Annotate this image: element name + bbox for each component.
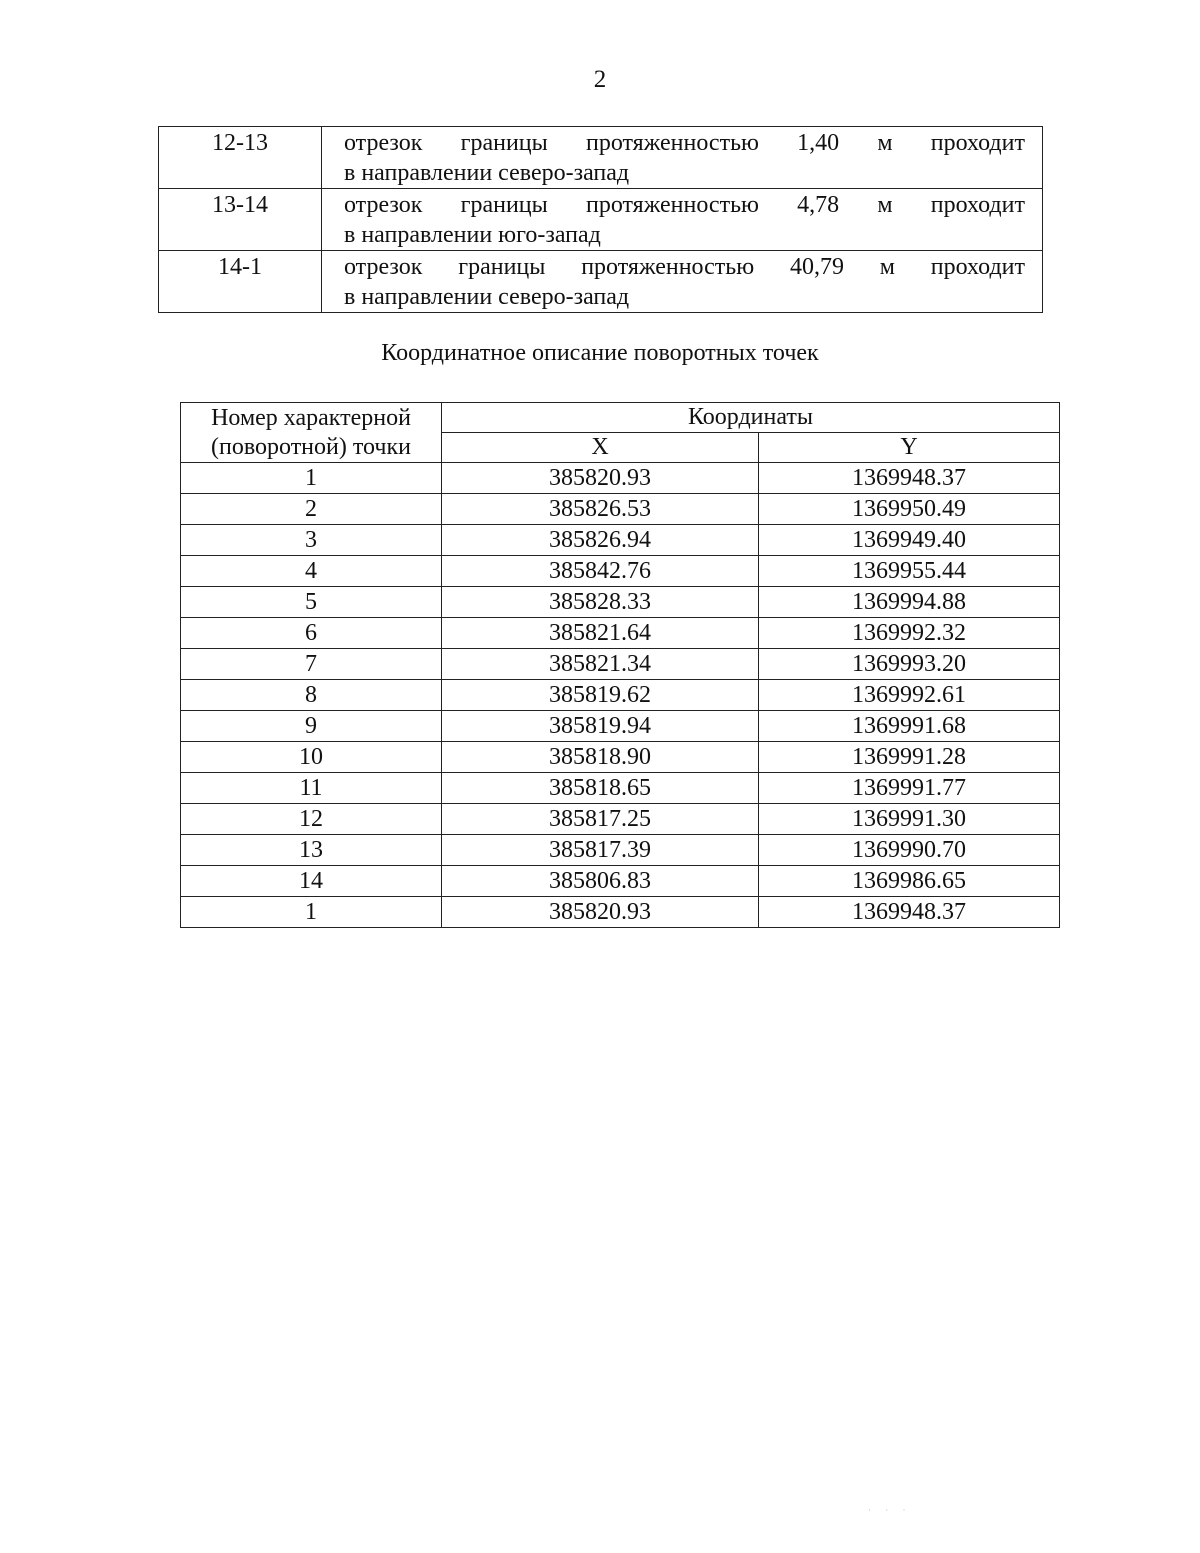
segment-word: границы (458, 254, 546, 280)
coord-cell-point: 2 (181, 494, 442, 525)
coord-cell-point: 13 (181, 835, 442, 866)
coord-cell-x: 385818.90 (442, 742, 759, 773)
coordinates-header: Координаты (442, 403, 1060, 433)
coord-cell-x: 385817.39 (442, 835, 759, 866)
coordinates-table (180, 402, 1060, 928)
coord-cell-point: 14 (181, 866, 442, 897)
segment-row (159, 189, 1043, 251)
coord-cell-x: 385819.94 (442, 711, 759, 742)
segment-word: м (877, 130, 893, 156)
coord-cell-y: 1369991.77 (759, 773, 1060, 804)
coords-row (181, 835, 1060, 866)
coord-cell-x: 385819.62 (442, 680, 759, 711)
segment-description-line2: в направлении юго-запад (344, 222, 601, 248)
coord-cell-x: 385821.34 (442, 649, 759, 680)
coord-cell-x: 385806.83 (442, 866, 759, 897)
coord-cell-point: 1 (181, 897, 442, 928)
coord-cell-x: 385828.33 (442, 587, 759, 618)
segment-word: границы (460, 192, 548, 218)
coords-row (181, 463, 1060, 494)
coord-cell-y: 1369991.28 (759, 742, 1060, 773)
coord-cell-point: 9 (181, 711, 442, 742)
coords-row (181, 494, 1060, 525)
segment-row (159, 127, 1043, 189)
segment-description (322, 189, 1043, 251)
segment-description (322, 127, 1043, 189)
coords-section-title: Координатное описание поворотных точек (381, 340, 819, 366)
coords-row (181, 804, 1060, 835)
coord-cell-point: 3 (181, 525, 442, 556)
coord-cell-point: 1 (181, 463, 442, 494)
coords-row (181, 649, 1060, 680)
segment-word: границы (460, 130, 548, 156)
coords-header-row (181, 403, 1060, 433)
coord-cell-x: 385818.65 (442, 773, 759, 804)
segment-description-line1 (344, 128, 1025, 158)
segment-word: протяженностью (585, 130, 759, 156)
coords-row (181, 866, 1060, 897)
coords-table-head (181, 403, 1060, 463)
coord-cell-point: 11 (181, 773, 442, 804)
coord-cell-point: 4 (181, 556, 442, 587)
segment-word: м (879, 254, 895, 280)
coords-table-body (181, 463, 1060, 928)
coord-cell-x: 385820.93 (442, 463, 759, 494)
coord-cell-y: 1369993.20 (759, 649, 1060, 680)
segment-description-line1 (344, 252, 1025, 282)
segment-description-line2: в направлении северо-запад (344, 284, 630, 310)
coord-cell-x: 385817.25 (442, 804, 759, 835)
segment-description-line1 (344, 190, 1025, 220)
segment-word: протяженностью (585, 192, 759, 218)
segment-word: отрезок (344, 130, 423, 156)
coord-cell-y: 1369994.88 (759, 587, 1060, 618)
coord-cell-y: 1369991.68 (759, 711, 1060, 742)
segment-word: отрезок (344, 192, 423, 218)
segment-word: 4,78 (797, 192, 840, 218)
coord-cell-point: 12 (181, 804, 442, 835)
point-number-header (181, 403, 442, 463)
coord-cell-x: 385842.76 (442, 556, 759, 587)
point-header-line1: Номер характерной (211, 404, 411, 431)
coords-row (181, 587, 1060, 618)
x-header: X (442, 433, 759, 463)
coords-row (181, 773, 1060, 804)
coord-cell-x: 385820.93 (442, 897, 759, 928)
coord-cell-y: 1369992.61 (759, 680, 1060, 711)
coords-row (181, 556, 1060, 587)
coord-cell-y: 1369986.65 (759, 866, 1060, 897)
segment-row (159, 251, 1043, 313)
coord-cell-point: 10 (181, 742, 442, 773)
segment-word: м (877, 192, 893, 218)
coord-cell-y: 1369948.37 (759, 897, 1060, 928)
coord-cell-y: 1369990.70 (759, 835, 1060, 866)
segment-word: протяженностью (581, 254, 755, 280)
coord-cell-point: 7 (181, 649, 442, 680)
segment-id: 13-14 (159, 189, 322, 251)
coords-row (181, 711, 1060, 742)
coord-cell-y: 1369950.49 (759, 494, 1060, 525)
boundary-segments-table (158, 126, 1043, 313)
coord-cell-y: 1369992.32 (759, 618, 1060, 649)
coords-row (181, 618, 1060, 649)
segment-word: 40,79 (789, 254, 844, 280)
coord-cell-y: 1369955.44 (759, 556, 1060, 587)
segment-description (322, 251, 1043, 313)
coord-cell-point: 6 (181, 618, 442, 649)
coord-cell-y: 1369948.37 (759, 463, 1060, 494)
segments-body (159, 127, 1043, 313)
segment-id: 14-1 (159, 251, 322, 313)
coord-cell-y: 1369991.30 (759, 804, 1060, 835)
page-number: 2 (593, 66, 607, 93)
segment-word: проходит (930, 192, 1025, 218)
coord-cell-y: 1369949.40 (759, 525, 1060, 556)
segment-id: 12-13 (159, 127, 322, 189)
coord-cell-point: 8 (181, 680, 442, 711)
coord-cell-x: 385821.64 (442, 618, 759, 649)
segment-word: проходит (930, 254, 1025, 280)
scan-noise: · · · (868, 1505, 912, 1515)
segment-word: отрезок (344, 254, 423, 280)
coords-row (181, 742, 1060, 773)
point-header-line2: (поворотной) точки (211, 433, 411, 460)
coord-cell-x: 385826.53 (442, 494, 759, 525)
segment-word: проходит (930, 130, 1025, 156)
coord-cell-x: 385826.94 (442, 525, 759, 556)
y-header: Y (759, 433, 1060, 463)
coords-row (181, 680, 1060, 711)
coord-cell-point: 5 (181, 587, 442, 618)
segment-word: 1,40 (797, 130, 840, 156)
coords-row (181, 897, 1060, 928)
coords-row (181, 525, 1060, 556)
segment-description-line2: в направлении северо-запад (344, 160, 630, 186)
